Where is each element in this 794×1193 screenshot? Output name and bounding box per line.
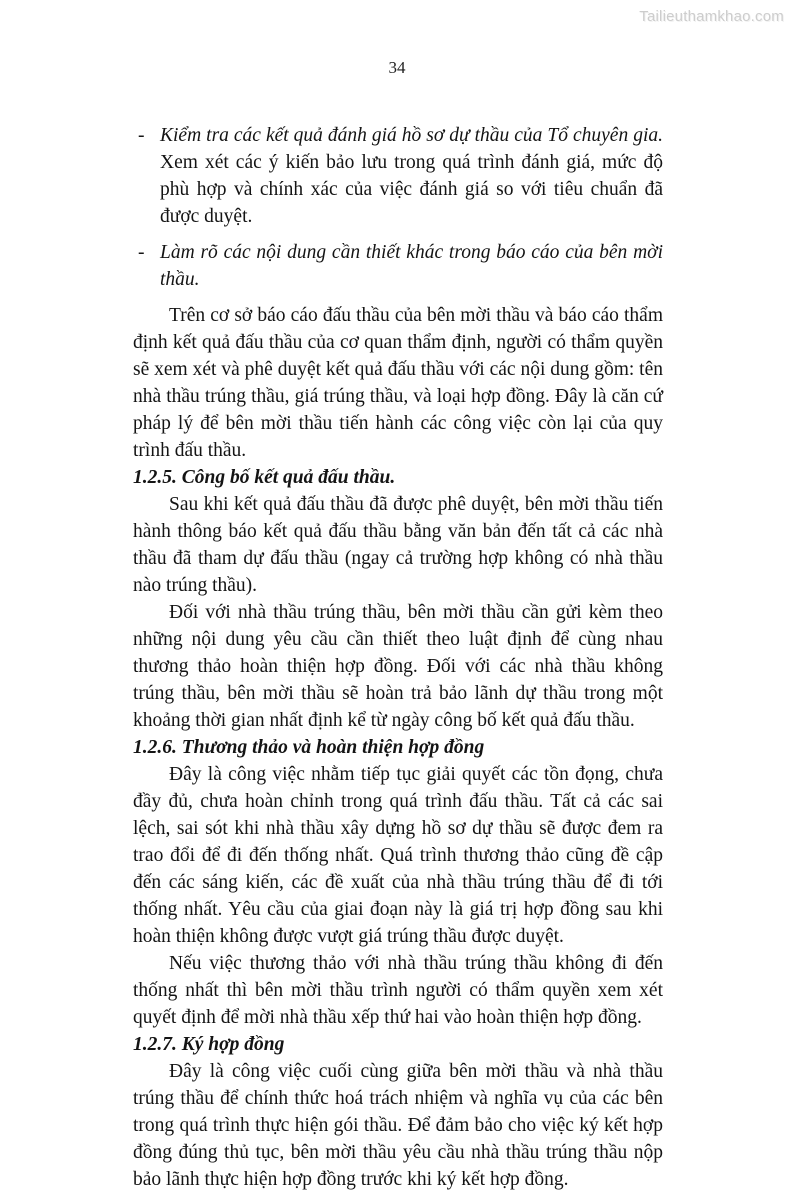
paragraph: Trên cơ sở báo cáo đấu thầu của bên mời thầu và báo cáo thẩm định kết quả đấu thầu của cơ quan thẩm định, người có thẩm quyền sẽ xem xét và phê duyệt kết quả đấu thầu với các nội dung gồm: tên nhà thầu trúng thầu, giá trúng thầu, và loại hợp đồng. Đây là căn cứ pháp lý để bên mời thầu tiến hành các công việc còn lại của quy trình đấu thầu. (133, 305, 663, 461)
bullet-dash-icon: - (138, 242, 145, 263)
paragraph: Đây là công việc cuối cùng giữa bên mời thầu và nhà thầu trúng thầu để chính thức hoá trách nhiệm và nghĩa vụ của các bên trong quá trình thực hiện gói thầu. Để đảm bảo cho việc ký kết hợp đồng đúng thủ tục, bên mời thầu yêu cầu nhà thầu trúng thầu nộp bảo lãnh thực hiện hợp đồng trước khi ký kết hợp đồng. (133, 1061, 663, 1190)
bullet-text-segment: Xem xét các ý kiến bảo lưu trong quá trình đánh giá, mức độ phù hợp và chính xác của việc đánh giá so với tiêu chuẩn đã được duyệt. (160, 152, 663, 227)
document-body (133, 122, 663, 1193)
bullet-item (133, 239, 663, 293)
paragraph: Sau khi kết quả đấu thầu đã được phê duyệt, bên mời thầu tiến hành thông báo kết quả đấu thầu bằng văn bản đến tất cả các nhà thầu đã tham dự đấu thầu (ngay cả trường hợp không có nhà thầu nào trúng thầu). (133, 494, 663, 596)
bullet-text-segment: Làm rõ các nội dung cần thiết khác trong báo cáo của bên mời thầu. (160, 242, 663, 290)
bullet-text-segment: Kiểm tra các kết quả đánh giá hồ sơ dự thầu của Tổ chuyên gia. (160, 125, 663, 146)
paragraph: Đối với nhà thầu trúng thầu, bên mời thầu cần gửi kèm theo những nội dung yêu cầu cần thiết theo luật định để cùng nhau thương thảo hoàn thiện hợp đồng. Đối với các nhà thầu không trúng thầu, bên mời thầu sẽ hoàn trả bảo lãnh dự thầu trong một khoảng thời gian nhất định kể từ ngày công bố kết quả đấu thầu. (133, 602, 663, 731)
watermark: Tailieuthamkhao.com (639, 8, 784, 25)
page-number: 34 (388, 58, 406, 77)
bullet-dash-icon: - (138, 125, 145, 146)
paragraph: Đây là công việc nhằm tiếp tục giải quyết các tồn đọng, chưa đầy đủ, chưa hoàn chỉnh trong quá trình đấu thầu. Tất cả các sai lệch, sai sót khi nhà thầu xây dựng hồ sơ dự thầu sẽ được đem ra trao đổi để đi đến thống nhất. Quá trình thương thảo cũng đề cập đến các sáng kiến, các đề xuất của nhà thầu trúng thầu để đi tới thống nhất. Yêu cầu của giai đoạn này là giá trị hợp đồng sau khi hoàn thiện không được vượt giá trúng thầu được duyệt. (133, 764, 663, 947)
section-heading: 1.2.7. Ký hợp đồng (133, 1034, 285, 1055)
paragraph: Nếu việc thương thảo với nhà thầu trúng thầu không đi đến thống nhất thì bên mời thầu trình người có thẩm quyền xem xét quyết định để mời nhà thầu xếp thứ hai vào hoàn thiện hợp đồng. (133, 953, 663, 1028)
section-heading: 1.2.6. Thương thảo và hoàn thiện hợp đồng (133, 737, 485, 758)
section-heading: 1.2.5. Công bố kết quả đấu thầu. (133, 467, 396, 488)
bullet-item (133, 122, 663, 230)
